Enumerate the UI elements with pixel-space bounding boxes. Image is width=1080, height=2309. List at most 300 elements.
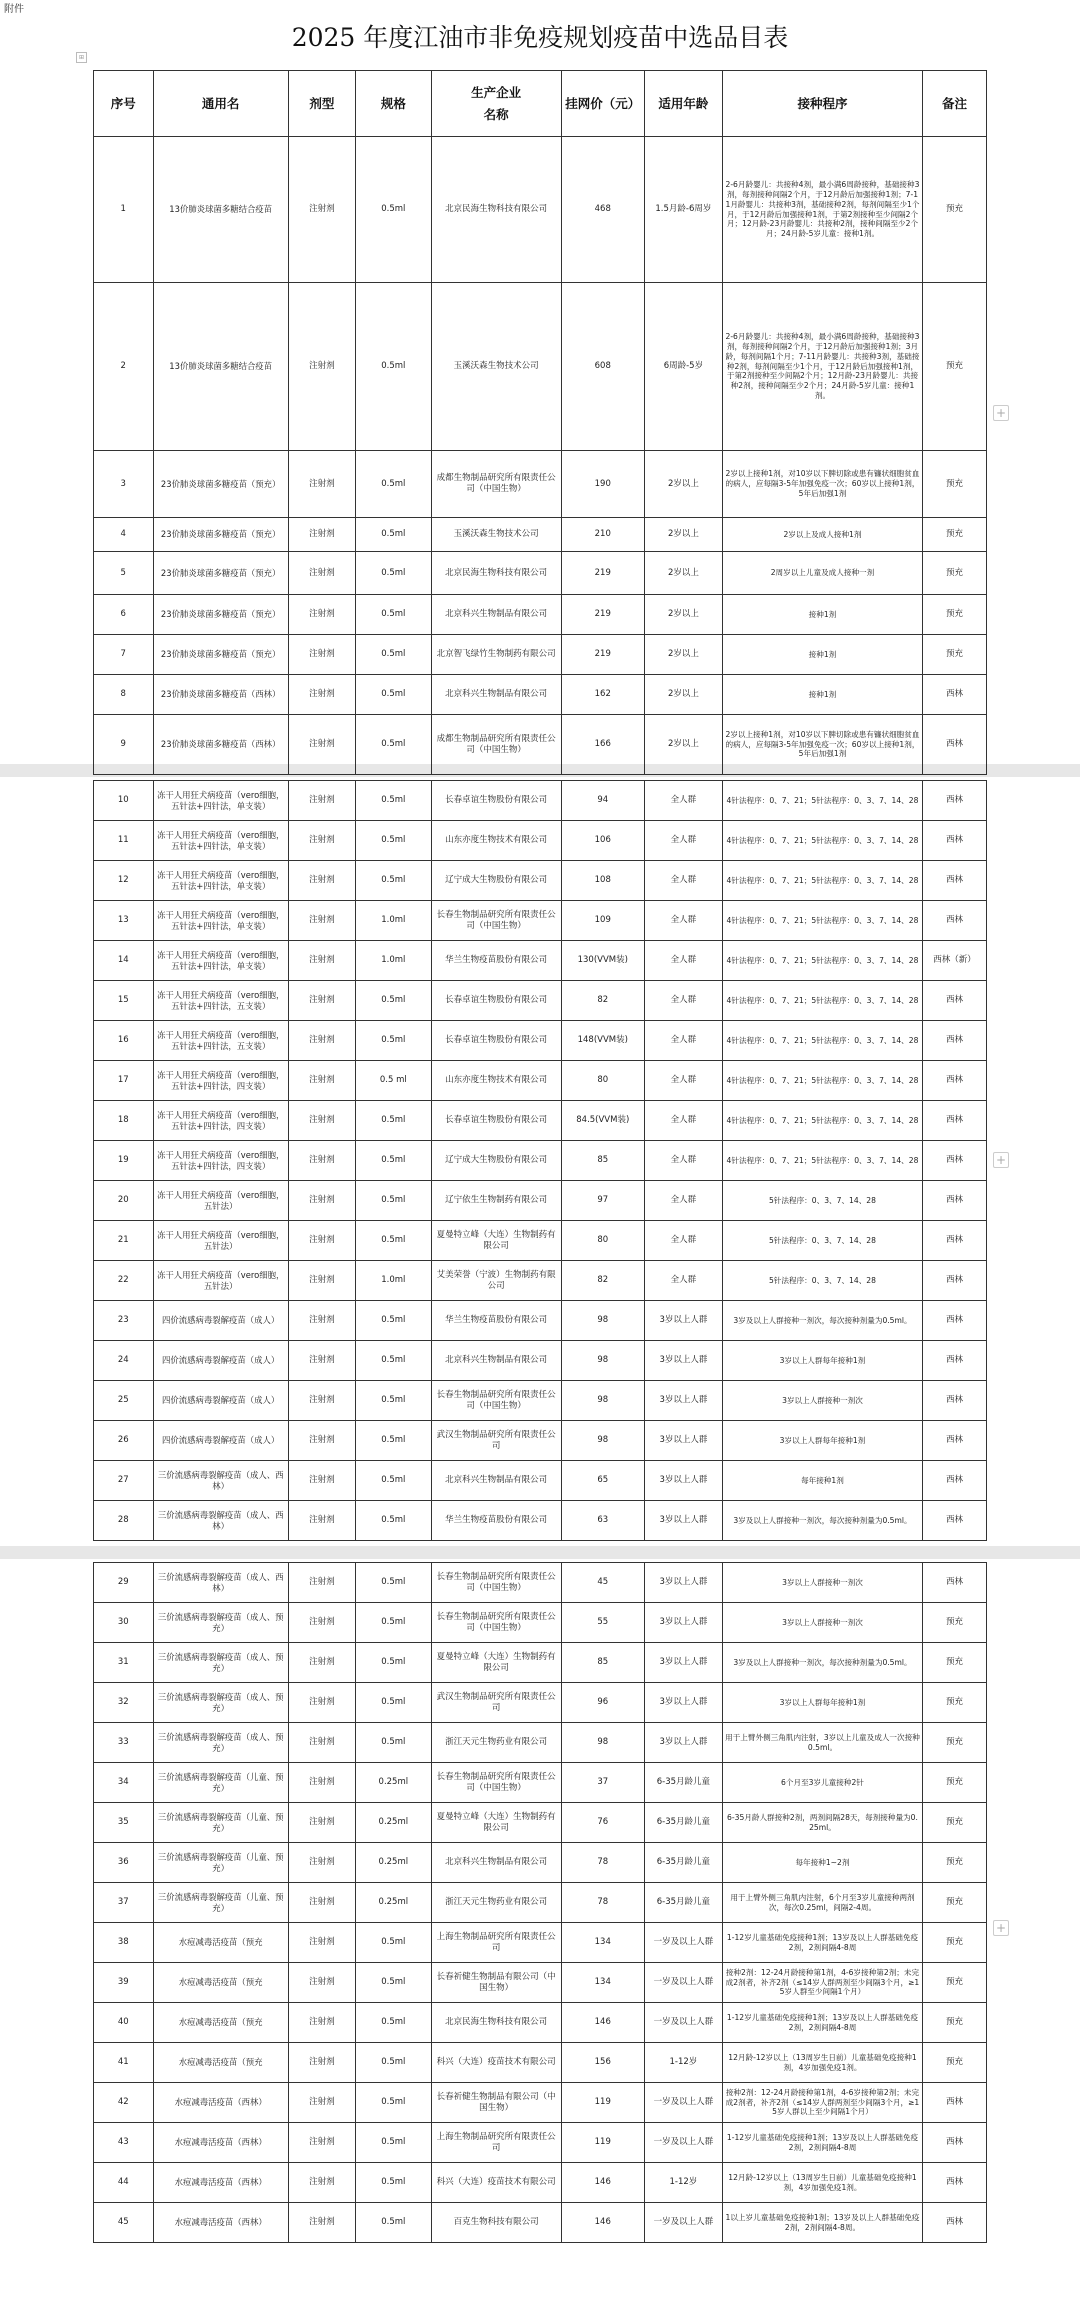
table-cell: 0.5ml bbox=[355, 518, 431, 552]
table-cell: 0.5ml bbox=[355, 1181, 431, 1221]
table-cell: 上海生物制品研究所有限责任公司 bbox=[431, 1923, 561, 1963]
table-cell: 全人群 bbox=[644, 1181, 722, 1221]
table-cell: 0.5 ml bbox=[355, 1061, 431, 1101]
table-row bbox=[94, 137, 987, 283]
table-cell: 15 bbox=[94, 981, 154, 1021]
table-cell: 三价流感病毒裂解疫苗（成人、西林） bbox=[153, 1501, 288, 1541]
table-cell: 科兴（大连）疫苗技术有限公司 bbox=[431, 2043, 561, 2083]
table-cell: 98 bbox=[561, 1421, 644, 1461]
table-cell: 西林 bbox=[923, 1261, 987, 1301]
table-cell: 0.5ml bbox=[355, 1221, 431, 1261]
table-cell: 注射剂 bbox=[288, 1843, 355, 1883]
table-cell: 注射剂 bbox=[288, 1061, 355, 1101]
table-cell: 1.5月龄-6周岁 bbox=[644, 137, 722, 283]
table-cell: 三价流感病毒裂解疫苗（成人、预充） bbox=[153, 1683, 288, 1723]
table-cell: 4针法程序：0、7、21；5针法程序：0、3、7、14、28 bbox=[722, 981, 922, 1021]
table-row bbox=[94, 1763, 987, 1803]
table-cell: 一岁及以上人群 bbox=[644, 2203, 722, 2243]
table-row bbox=[94, 1461, 987, 1501]
table-cell: 16 bbox=[94, 1021, 154, 1061]
table-cell: 预充 bbox=[923, 137, 987, 283]
table-cell: 接种1剂 bbox=[722, 635, 922, 675]
table-cell: 注射剂 bbox=[288, 451, 355, 518]
table-cell: 水痘减毒活疫苗（西林） bbox=[153, 2203, 288, 2243]
table-cell: 4针法程序：0、7、21；5针法程序：0、3、7、14、28 bbox=[722, 1021, 922, 1061]
table-cell: 14 bbox=[94, 941, 154, 981]
table-cell: 冻干人用狂犬病疫苗（vero细胞，五针法+四针法，四支装） bbox=[153, 1101, 288, 1141]
table-cell: 西林 bbox=[923, 1181, 987, 1221]
table-cell: 190 bbox=[561, 451, 644, 518]
table-cell: 西林 bbox=[923, 1563, 987, 1603]
table-cell: 3岁以上人群 bbox=[644, 1643, 722, 1683]
table-cell: 水痘减毒活疫苗（预充 bbox=[153, 2043, 288, 2083]
table-cell: 6个月至3岁儿童接种2针 bbox=[722, 1763, 922, 1803]
table-cell: 23价肺炎球菌多糖疫苗（预充） bbox=[153, 635, 288, 675]
table-cell: 3岁以上人群 bbox=[644, 1683, 722, 1723]
table-cell: 一岁及以上人群 bbox=[644, 2083, 722, 2123]
table-cell: 注射剂 bbox=[288, 2083, 355, 2123]
header-cell: 规格 bbox=[355, 71, 431, 137]
table-cell: 0.5ml bbox=[355, 781, 431, 821]
table-cell: 用于上臂外侧三角肌内注射，3岁以上儿童及成人一次接种0.5ml。 bbox=[722, 1723, 922, 1763]
table-cell: 4针法程序：0、7、21；5针法程序：0、3、7、14、28 bbox=[722, 821, 922, 861]
table-cell: 30 bbox=[94, 1603, 154, 1643]
table-cell: 北京科兴生物制品有限公司 bbox=[431, 1843, 561, 1883]
table-cell: 6周龄-5岁 bbox=[644, 283, 722, 451]
table-cell: 0.5ml bbox=[355, 595, 431, 635]
table-cell: 146 bbox=[561, 2003, 644, 2043]
table-cell: 夏曼特立峰（大连）生物制药有限公司 bbox=[431, 1803, 561, 1843]
table-cell: 3 bbox=[94, 451, 154, 518]
table-cell: 全人群 bbox=[644, 861, 722, 901]
table-cell: 63 bbox=[561, 1501, 644, 1541]
table-cell: 四价流感病毒裂解疫苗（成人） bbox=[153, 1301, 288, 1341]
table-cell: 接种1剂 bbox=[722, 675, 922, 715]
table-cell: 注射剂 bbox=[288, 2203, 355, 2243]
table-cell: 预充 bbox=[923, 2043, 987, 2083]
header-cell: 通用名 bbox=[153, 71, 288, 137]
table-cell: 冻干人用狂犬病疫苗（vero细胞，五针法+四针法，五支装） bbox=[153, 981, 288, 1021]
table-cell: 134 bbox=[561, 1963, 644, 2003]
table-row bbox=[94, 781, 987, 821]
add-row-plus-icon[interactable]: + bbox=[993, 1920, 1009, 1936]
table-cell: 注射剂 bbox=[288, 137, 355, 283]
table-cell: 119 bbox=[561, 2123, 644, 2163]
table-cell: 28 bbox=[94, 1501, 154, 1541]
table-row bbox=[94, 1843, 987, 1883]
table-cell: 4针法程序：0、7、21；5针法程序：0、3、7、14、28 bbox=[722, 1061, 922, 1101]
table-row bbox=[94, 1723, 987, 1763]
table-cell: 华兰生物疫苗股份有限公司 bbox=[431, 1501, 561, 1541]
table-cell: 44 bbox=[94, 2163, 154, 2203]
table-cell: 94 bbox=[561, 781, 644, 821]
table-cell: 北京民海生物科技有限公司 bbox=[431, 137, 561, 283]
table-cell: 4针法程序：0、7、21；5针法程序：0、3、7、14、28 bbox=[722, 941, 922, 981]
table-cell: 预充 bbox=[923, 451, 987, 518]
table-cell: 210 bbox=[561, 518, 644, 552]
table-cell: 31 bbox=[94, 1643, 154, 1683]
table-cell: 注射剂 bbox=[288, 2123, 355, 2163]
table-cell: 2岁以上 bbox=[644, 451, 722, 518]
table-cell: 全人群 bbox=[644, 1021, 722, 1061]
table-cell: 长春卓谊生物股份有限公司 bbox=[431, 981, 561, 1021]
table-cell: 2岁以上 bbox=[644, 552, 722, 595]
table-cell: 西林 bbox=[923, 1421, 987, 1461]
table-row bbox=[94, 981, 987, 1021]
table-row bbox=[94, 821, 987, 861]
table-cell: 成都生物制品研究所有限责任公司（中国生物） bbox=[431, 715, 561, 775]
table-cell: 全人群 bbox=[644, 821, 722, 861]
table-cell: 注射剂 bbox=[288, 1723, 355, 1763]
table-cell: 注射剂 bbox=[288, 2043, 355, 2083]
table-row bbox=[94, 2083, 987, 2123]
table-cell: 1-12岁 bbox=[644, 2163, 722, 2203]
table-cell: 3岁以上人群接种一剂次 bbox=[722, 1603, 922, 1643]
table-cell: 夏曼特立峰（大连）生物制药有限公司 bbox=[431, 1221, 561, 1261]
table-row bbox=[94, 1803, 987, 1843]
table-cell: 2岁以上及成人接种1剂 bbox=[722, 518, 922, 552]
table-cell: 3岁以上人群每年接种1剂 bbox=[722, 1421, 922, 1461]
attachment-label: 附件 bbox=[4, 4, 24, 15]
table-cell: 冻干人用狂犬病疫苗（vero细胞，五针法） bbox=[153, 1221, 288, 1261]
table-cell: 注射剂 bbox=[288, 781, 355, 821]
table-cell: 接种2剂：12-24月龄接种第1剂，4-6岁接种第2剂；未完成2剂者，补齐2剂（≤14岁人群两剂至少间隔3个月，≥15岁人群至少间隔1个月） bbox=[722, 1963, 922, 2003]
table-cell: 注射剂 bbox=[288, 901, 355, 941]
table-cell: 98 bbox=[561, 1301, 644, 1341]
table-cell: 浙江天元生物药业有限公司 bbox=[431, 1723, 561, 1763]
table-cell: 6-35月龄人群接种2剂，两剂间隔28天，每剂接种量为0.25ml。 bbox=[722, 1803, 922, 1843]
table-cell: 0.5ml bbox=[355, 2043, 431, 2083]
table-cell: 0.5ml bbox=[355, 451, 431, 518]
table-cell: 2岁以上 bbox=[644, 675, 722, 715]
table-cell: 全人群 bbox=[644, 1141, 722, 1181]
table-cell: 长春生物制品研究所有限责任公司（中国生物） bbox=[431, 1603, 561, 1643]
table-cell: 25 bbox=[94, 1381, 154, 1421]
table-cell: 西林 bbox=[923, 981, 987, 1021]
table-cell: 水痘减毒活疫苗（西林） bbox=[153, 2083, 288, 2123]
table-cell: 23价肺炎球菌多糖疫苗（预充） bbox=[153, 552, 288, 595]
table-cell: 西林 bbox=[923, 1021, 987, 1061]
table-cell: 12月龄-12岁以上（13周岁生日前）儿童基础免疫接种1剂，4岁加强免疫1剂。 bbox=[722, 2163, 922, 2203]
table-cell: 20 bbox=[94, 1181, 154, 1221]
table-cell: 3岁以上人群每年接种1剂 bbox=[722, 1341, 922, 1381]
table-cell: 98 bbox=[561, 1723, 644, 1763]
table-cell: 65 bbox=[561, 1461, 644, 1501]
table-cell: 全人群 bbox=[644, 941, 722, 981]
table-cell: 科兴（大连）疫苗技术有限公司 bbox=[431, 2163, 561, 2203]
table-cell: 长春生物制品研究所有限责任公司（中国生物） bbox=[431, 1763, 561, 1803]
table-cell: 36 bbox=[94, 1843, 154, 1883]
table-cell: 3岁以上人群 bbox=[644, 1421, 722, 1461]
table-cell: 水痘减毒活疫苗（西林） bbox=[153, 2163, 288, 2203]
table-row bbox=[94, 2043, 987, 2083]
table-cell: 注射剂 bbox=[288, 715, 355, 775]
table-cell: 辽宁依生生物制药有限公司 bbox=[431, 1181, 561, 1221]
table-cell: 3岁以上人群 bbox=[644, 1381, 722, 1421]
table-cell: 西林 bbox=[923, 2163, 987, 2203]
table-cell: 4 bbox=[94, 518, 154, 552]
table-cell: 预充 bbox=[923, 283, 987, 451]
table-cell: 注射剂 bbox=[288, 1501, 355, 1541]
table-cell: 19 bbox=[94, 1141, 154, 1181]
table-cell: 西林 bbox=[923, 1061, 987, 1101]
table-cell: 西林 bbox=[923, 2203, 987, 2243]
table-cell: 三价流感病毒裂解疫苗（儿童、预充） bbox=[153, 1883, 288, 1923]
table-cell: 39 bbox=[94, 1963, 154, 2003]
table-cell: 浙江天元生物药业有限公司 bbox=[431, 1883, 561, 1923]
table-cell: 43 bbox=[94, 2123, 154, 2163]
table-cell: 98 bbox=[561, 1341, 644, 1381]
header-cell: 接种程序 bbox=[722, 71, 922, 137]
table-cell: 预充 bbox=[923, 1843, 987, 1883]
table-row bbox=[94, 1381, 987, 1421]
table-cell: 西林（新） bbox=[923, 941, 987, 981]
table-cell: 26 bbox=[94, 1421, 154, 1461]
table-row bbox=[94, 1021, 987, 1061]
table-cell: 全人群 bbox=[644, 1261, 722, 1301]
table-cell: 预充 bbox=[923, 1683, 987, 1723]
table-row bbox=[94, 1341, 987, 1381]
table-cell: 82 bbox=[561, 1261, 644, 1301]
table-cell: 西林 bbox=[923, 675, 987, 715]
table-cell: 西林 bbox=[923, 1301, 987, 1341]
table-cell: 0.5ml bbox=[355, 1723, 431, 1763]
table-cell: 成都生物制品研究所有限责任公司（中国生物） bbox=[431, 451, 561, 518]
table-cell: 西林 bbox=[923, 1381, 987, 1421]
table-row bbox=[94, 1563, 987, 1603]
table-cell: 预充 bbox=[923, 552, 987, 595]
add-row-plus-icon[interactable]: + bbox=[993, 405, 1009, 421]
table-cell: 西林 bbox=[923, 1461, 987, 1501]
table-cell: 0.5ml bbox=[355, 1141, 431, 1181]
table-cell: 注射剂 bbox=[288, 1803, 355, 1843]
table-row bbox=[94, 518, 987, 552]
document-title: 2025 年度江油市非免疫规划疫苗中选品目表 bbox=[291, 23, 789, 52]
table-cell: 3岁及以上人群接种一剂次，每次接种剂量为0.5ml。 bbox=[722, 1301, 922, 1341]
vaccine-table-page-2 bbox=[93, 780, 987, 1541]
table-cell: 长春卓谊生物股份有限公司 bbox=[431, 1101, 561, 1141]
table-cell: 2周岁以上儿童及成人接种一剂 bbox=[722, 552, 922, 595]
table-cell: 注射剂 bbox=[288, 1341, 355, 1381]
table-cell: 37 bbox=[561, 1763, 644, 1803]
table-cell: 冻干人用狂犬病疫苗（vero细胞，五针法+四针法，四支装） bbox=[153, 1061, 288, 1101]
table-cell: 玉溪沃森生物技术公司 bbox=[431, 518, 561, 552]
table-cell: 三价流感病毒裂解疫苗（儿童、预充） bbox=[153, 1843, 288, 1883]
table-cell: 0.5ml bbox=[355, 715, 431, 775]
table-row bbox=[94, 1643, 987, 1683]
table-cell: 冻干人用狂犬病疫苗（vero细胞，五针法+四针法，五支装） bbox=[153, 1021, 288, 1061]
table-cell: 134 bbox=[561, 1923, 644, 1963]
table-cell: 32 bbox=[94, 1683, 154, 1723]
table-cell: 预充 bbox=[923, 1883, 987, 1923]
table-cell: 水痘减毒活疫苗（预充 bbox=[153, 1963, 288, 2003]
table-cell: 84.5(VVM装) bbox=[561, 1101, 644, 1141]
table-cell: 注射剂 bbox=[288, 1021, 355, 1061]
table-cell: 0.5ml bbox=[355, 1381, 431, 1421]
table-cell: 1-12岁 bbox=[644, 2043, 722, 2083]
table-cell: 1.0ml bbox=[355, 901, 431, 941]
table-cell: 3岁以上人群 bbox=[644, 1301, 722, 1341]
table-handle-icon[interactable]: ⊞ bbox=[76, 52, 87, 63]
table-cell: 12 bbox=[94, 861, 154, 901]
table-cell: 21 bbox=[94, 1221, 154, 1261]
table-row bbox=[94, 1883, 987, 1923]
table-row bbox=[94, 2163, 987, 2203]
table-cell: 2岁以上 bbox=[644, 715, 722, 775]
table-cell: 三价流感病毒裂解疫苗（成人、西林） bbox=[153, 1461, 288, 1501]
table-cell: 4针法程序：0、7、21；5针法程序：0、3、7、14、28 bbox=[722, 781, 922, 821]
table-cell: 41 bbox=[94, 2043, 154, 2083]
table-cell: 每年接种1~2剂 bbox=[722, 1843, 922, 1883]
table-cell: 130(VVM装) bbox=[561, 941, 644, 981]
table-cell: 5针法程序：0、3、7、14、28 bbox=[722, 1221, 922, 1261]
table-cell: 武汉生物制品研究所有限责任公司 bbox=[431, 1421, 561, 1461]
table-cell: 四价流感病毒裂解疫苗（成人） bbox=[153, 1341, 288, 1381]
table-cell: 注射剂 bbox=[288, 821, 355, 861]
table-cell: 注射剂 bbox=[288, 635, 355, 675]
table-cell: 0.5ml bbox=[355, 2123, 431, 2163]
table-cell: 0.5ml bbox=[355, 2083, 431, 2123]
table-cell: 5针法程序：0、3、7、14、28 bbox=[722, 1261, 922, 1301]
table-cell: 0.5ml bbox=[355, 1501, 431, 1541]
table-cell: 注射剂 bbox=[288, 1563, 355, 1603]
table-cell: 0.5ml bbox=[355, 2163, 431, 2203]
table-cell: 辽宁成大生物股份有限公司 bbox=[431, 1141, 561, 1181]
table-cell: 1以上岁儿童基础免疫接种1剂；13岁及以上人群基础免疫2剂，2剂间隔4-8周。 bbox=[722, 2203, 922, 2243]
table-cell: 3岁以上人群每年接种1剂 bbox=[722, 1683, 922, 1723]
table-cell: 全人群 bbox=[644, 1061, 722, 1101]
table-cell: 6 bbox=[94, 595, 154, 635]
table-cell: 三价流感病毒裂解疫苗（成人、预充） bbox=[153, 1723, 288, 1763]
table-cell: 注射剂 bbox=[288, 1381, 355, 1421]
table-cell: 注射剂 bbox=[288, 518, 355, 552]
table-row bbox=[94, 1683, 987, 1723]
table-cell: 0.25ml bbox=[355, 1843, 431, 1883]
table-cell: 注射剂 bbox=[288, 1221, 355, 1261]
table-cell: 三价流感病毒裂解疫苗（成人、预充） bbox=[153, 1643, 288, 1683]
table-cell: 辽宁成大生物股份有限公司 bbox=[431, 861, 561, 901]
table-cell: 18 bbox=[94, 1101, 154, 1141]
table-cell: 7 bbox=[94, 635, 154, 675]
table-cell: 用于上臂外侧三角肌内注射，6个月至3岁儿童接种两剂次，每次0.25ml，间隔2-4周。 bbox=[722, 1883, 922, 1923]
table-cell: 13价肺炎球菌多糖结合疫苗 bbox=[153, 137, 288, 283]
table-row bbox=[94, 941, 987, 981]
table-cell: 预充 bbox=[923, 1643, 987, 1683]
table-cell: 注射剂 bbox=[288, 2003, 355, 2043]
table-cell: 接种2剂：12-24月龄接种第1剂，4-6岁接种第2剂；未完成2剂者，补齐2剂（≤14岁人群两剂至少间隔3个月，≥15岁人群以上至少间隔1个月） bbox=[722, 2083, 922, 2123]
table-cell: 1.0ml bbox=[355, 1261, 431, 1301]
table-cell: 西林 bbox=[923, 861, 987, 901]
table-cell: 预充 bbox=[923, 518, 987, 552]
table-cell: 3岁以上人群 bbox=[644, 1723, 722, 1763]
table-row bbox=[94, 1421, 987, 1461]
header-cell: 剂型 bbox=[288, 71, 355, 137]
table-row bbox=[94, 1101, 987, 1141]
table-cell: 每年接种1剂 bbox=[722, 1461, 922, 1501]
table-cell: 4针法程序：0、7、21；5针法程序：0、3、7、14、28 bbox=[722, 1101, 922, 1141]
header-cell: 备注 bbox=[923, 71, 987, 137]
table-cell: 西林 bbox=[923, 1221, 987, 1261]
table-cell: 148(VVM装) bbox=[561, 1021, 644, 1061]
table-cell: 注射剂 bbox=[288, 981, 355, 1021]
table-cell: 预充 bbox=[923, 635, 987, 675]
table-cell: 山东亦度生物技术有限公司 bbox=[431, 1061, 561, 1101]
table-cell: 45 bbox=[561, 1563, 644, 1603]
page-break-band bbox=[0, 1546, 1080, 1559]
table-cell: 注射剂 bbox=[288, 1461, 355, 1501]
table-row bbox=[94, 595, 987, 635]
table-cell: 9 bbox=[94, 715, 154, 775]
table-cell: 219 bbox=[561, 552, 644, 595]
table-row bbox=[94, 451, 987, 518]
table-cell: 冻干人用狂犬病疫苗（vero细胞，五针法） bbox=[153, 1261, 288, 1301]
table-cell: 0.5ml bbox=[355, 1683, 431, 1723]
table-cell: 艾美荣誉（宁波）生物制药有限公司 bbox=[431, 1261, 561, 1301]
table-cell: 2 bbox=[94, 283, 154, 451]
table-cell: 四价流感病毒裂解疫苗（成人） bbox=[153, 1381, 288, 1421]
table-cell: 3岁以上人群 bbox=[644, 1603, 722, 1643]
table-cell: 冻干人用狂犬病疫苗（vero细胞，五针法+四针法，单支装） bbox=[153, 781, 288, 821]
table-cell: 冻干人用狂犬病疫苗（vero细胞，五针法+四针法，单支装） bbox=[153, 901, 288, 941]
table-cell: 4针法程序：0、7、21；5针法程序：0、3、7、14、28 bbox=[722, 1141, 922, 1181]
table-cell: 0.5ml bbox=[355, 1923, 431, 1963]
table-cell: 全人群 bbox=[644, 981, 722, 1021]
table-row bbox=[94, 635, 987, 675]
table-cell: 0.5ml bbox=[355, 1421, 431, 1461]
table-cell: 北京民海生物科技有限公司 bbox=[431, 552, 561, 595]
table-cell: 76 bbox=[561, 1803, 644, 1843]
table-cell: 78 bbox=[561, 1883, 644, 1923]
table-cell: 华兰生物疫苗股份有限公司 bbox=[431, 941, 561, 981]
header-cell: 序号 bbox=[94, 71, 154, 137]
table-cell: 96 bbox=[561, 1683, 644, 1723]
table-cell: 三价流感病毒裂解疫苗（儿童、预充） bbox=[153, 1803, 288, 1843]
table-cell: 5针法程序：0、3、7、14、28 bbox=[722, 1181, 922, 1221]
table-cell: 33 bbox=[94, 1723, 154, 1763]
table-cell: 水痘减毒活疫苗（预充 bbox=[153, 1923, 288, 1963]
table-cell: 注射剂 bbox=[288, 1643, 355, 1683]
table-cell: 接种1剂 bbox=[722, 595, 922, 635]
table-cell: 0.5ml bbox=[355, 1603, 431, 1643]
table-cell: 冻干人用狂犬病疫苗（vero细胞，五针法+四针法，四支装） bbox=[153, 1141, 288, 1181]
table-cell: 长春生物制品研究所有限责任公司（中国生物） bbox=[431, 901, 561, 941]
table-cell: 3岁以上人群接种一剂次 bbox=[722, 1381, 922, 1421]
table-cell: 0.5ml bbox=[355, 1963, 431, 2003]
table-cell: 12月龄-12岁以上（13周岁生日前）儿童基础免疫接种1剂，4岁加强免疫1剂。 bbox=[722, 2043, 922, 2083]
table-cell: 45 bbox=[94, 2203, 154, 2243]
table-cell: 西林 bbox=[923, 781, 987, 821]
table-cell: 1.0ml bbox=[355, 941, 431, 981]
table-cell: 西林 bbox=[923, 1141, 987, 1181]
table-cell: 注射剂 bbox=[288, 1261, 355, 1301]
table-cell: 23价肺炎球菌多糖疫苗（预充） bbox=[153, 451, 288, 518]
table-cell: 42 bbox=[94, 2083, 154, 2123]
table-cell: 全人群 bbox=[644, 781, 722, 821]
table-cell: 0.25ml bbox=[355, 1763, 431, 1803]
table-cell: 北京智飞绿竹生物制药有限公司 bbox=[431, 635, 561, 675]
table-cell: 8 bbox=[94, 675, 154, 715]
table-cell: 85 bbox=[561, 1141, 644, 1181]
table-row bbox=[94, 1181, 987, 1221]
add-row-plus-icon[interactable]: + bbox=[993, 1152, 1009, 1168]
table-cell: 冻干人用狂犬病疫苗（vero细胞，五针法） bbox=[153, 1181, 288, 1221]
table-cell: 预充 bbox=[923, 1723, 987, 1763]
table-cell: 百克生物科技有限公司 bbox=[431, 2203, 561, 2243]
table-cell: 长春生物制品研究所有限责任公司（中国生物） bbox=[431, 1563, 561, 1603]
table-cell: 11 bbox=[94, 821, 154, 861]
table-cell: 3岁及以上人群接种一剂次，每次接种剂量为0.5ml。 bbox=[722, 1501, 922, 1541]
table-cell: 6-35月龄儿童 bbox=[644, 1803, 722, 1843]
